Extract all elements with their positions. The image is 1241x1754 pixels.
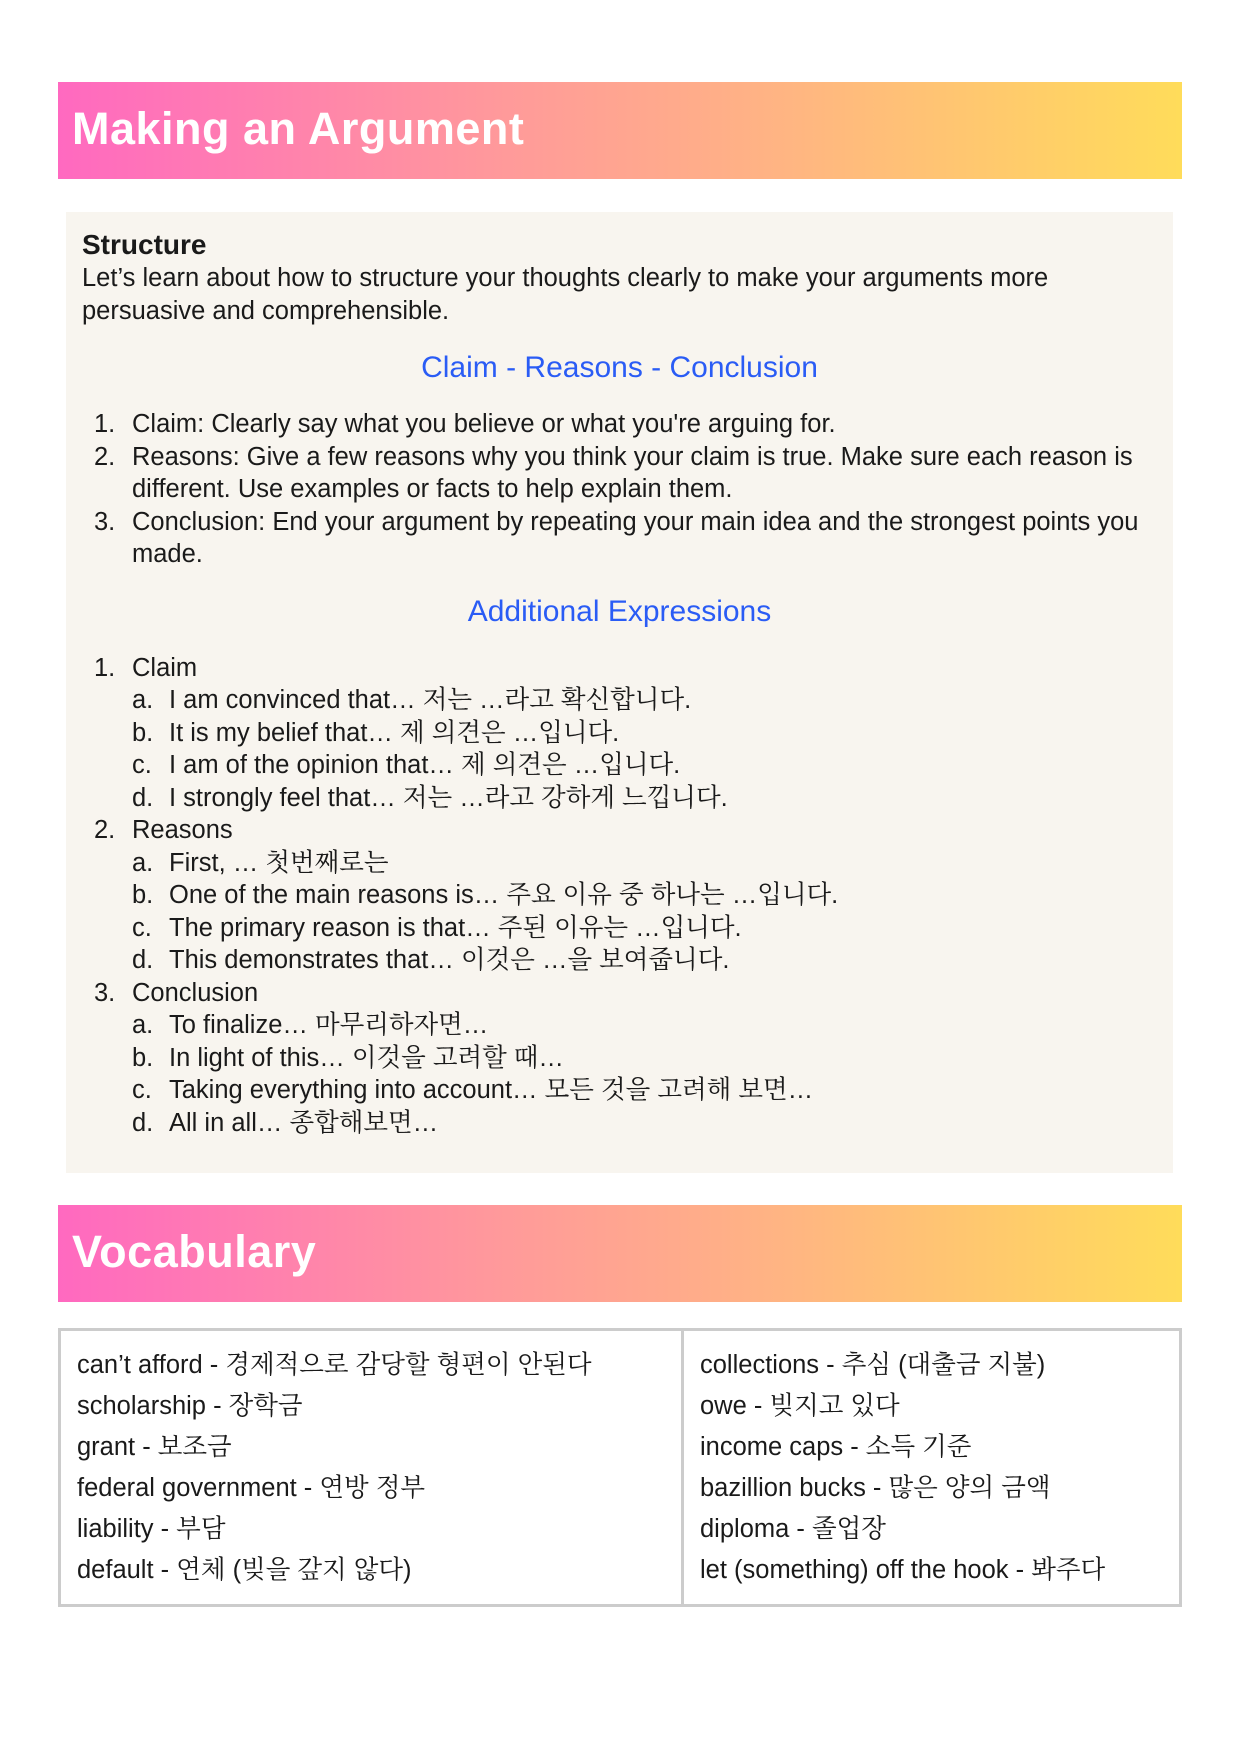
- expression-item: [132, 1074, 1157, 1107]
- section-banner-vocabulary: [58, 1205, 1182, 1302]
- list-item: [82, 814, 1157, 977]
- expression-text: This demonstrates that… 이것은 …을 보여줍니다.: [169, 946, 730, 974]
- list-letter: d.: [132, 783, 154, 812]
- structure-heading: Structure: [82, 229, 207, 260]
- expression-text: First, … 첫번째로는: [169, 848, 389, 877]
- expression-text: To finalize… 마무리하자면…: [169, 1011, 489, 1039]
- vocabulary-entry: income caps - 소득 기준: [700, 1433, 972, 1461]
- list-letter: b.: [132, 1043, 154, 1072]
- vocabulary-column-left: [61, 1331, 681, 1604]
- sub-list: [132, 1009, 1157, 1139]
- vocabulary-entry: collections - 추심 (대출금 지불): [700, 1351, 1046, 1379]
- expression-text: In light of this… 이것을 고려할 때…: [169, 1043, 564, 1072]
- steps-list: [82, 408, 1157, 571]
- structure-description: Let’s learn about how to structure your thoughts clearly to make your arguments more persuasive and comprehensible.: [82, 264, 1049, 325]
- list-number: 2.: [94, 816, 116, 844]
- expression-item: [132, 1042, 1157, 1075]
- group-label: Claim: [132, 653, 198, 682]
- expression-item: [132, 1107, 1157, 1140]
- vocabulary-entry: can’t afford - 경제적으로 감당할 형편이 안된다: [77, 1351, 592, 1379]
- list-letter: a.: [132, 686, 154, 714]
- vocabulary-entry: liability - 부담: [77, 1515, 226, 1543]
- list-letter: a.: [132, 1011, 154, 1039]
- expression-item: [132, 782, 1157, 815]
- expression-text: Taking everything into account… 모든 것을 고려해 보면…: [169, 1076, 814, 1104]
- list-letter: c.: [132, 1076, 152, 1104]
- section-title: Vocabulary: [72, 1225, 317, 1277]
- expression-text: All in all… 종합해보면…: [169, 1108, 439, 1137]
- expressions-list: [82, 652, 1157, 1140]
- expression-text: I strongly feel that… 저는 …라고 강하게 느낍니다.: [169, 783, 728, 812]
- list-letter: c.: [132, 751, 152, 779]
- vocabulary-entry: default - 연체 (빚을 갚지 않다): [77, 1556, 412, 1584]
- expression-text: I am of the opinion that… 제 의견은 …입니다.: [169, 751, 681, 779]
- vocabulary-entry: scholarship - 장학금: [77, 1392, 303, 1420]
- list-item: [82, 977, 1157, 1140]
- section-banner-argument: [58, 82, 1182, 179]
- expression-item: [132, 912, 1157, 945]
- expression-item: [132, 749, 1157, 782]
- vocabulary-column-right: [681, 1331, 1179, 1604]
- structure-panel: [66, 212, 1173, 1173]
- vocabulary-entry: let (something) off the hook - 봐주다: [700, 1556, 1106, 1584]
- list-letter: d.: [132, 1108, 154, 1137]
- vocabulary-entry: owe - 빚지고 있다: [700, 1392, 900, 1420]
- list-number: 1.: [94, 410, 116, 438]
- expression-text: One of the main reasons is… 주요 이유 중 하나는 …입니다.: [169, 881, 839, 909]
- expression-text: I am convinced that… 저는 …라고 확신합니다.: [169, 686, 692, 714]
- list-letter: a.: [132, 848, 154, 877]
- vocabulary-entry: bazillion bucks - 많은 양의 금액: [700, 1474, 1051, 1502]
- vocabulary-entry: grant - 보조금: [77, 1433, 232, 1461]
- structure-subheading: Claim - Reasons - Conclusion: [421, 351, 818, 384]
- group-label: Conclusion: [132, 978, 259, 1007]
- list-item: [82, 506, 1157, 571]
- vocabulary-table: [58, 1328, 1182, 1607]
- list-number: 2.: [94, 442, 116, 471]
- vocabulary-entry: federal government - 연방 정부: [77, 1474, 425, 1502]
- list-number: 3.: [94, 978, 116, 1007]
- list-text: Claim: Clearly say what you believe or what you're arguing for.: [132, 410, 836, 438]
- list-text: Conclusion: End your argument by repeating your main idea and the strongest points you made.: [132, 507, 1139, 568]
- list-letter: c.: [132, 913, 152, 942]
- sub-list: [132, 684, 1157, 814]
- list-number: 3.: [94, 507, 116, 536]
- group-label: Reasons: [132, 816, 233, 844]
- expression-text: It is my belief that… 제 의견은 …입니다.: [169, 718, 620, 747]
- vocabulary-entry: diploma - 졸업장: [700, 1515, 886, 1543]
- expression-text: The primary reason is that… 주된 이유는 …입니다.: [169, 913, 742, 942]
- expression-item: [132, 879, 1157, 912]
- list-text: Reasons: Give a few reasons why you think your claim is true. Make sure each reason is different. Use examples or facts to help explain them.: [132, 442, 1133, 503]
- list-letter: d.: [132, 946, 154, 974]
- expression-item: [132, 684, 1157, 717]
- expression-item: [132, 847, 1157, 880]
- list-letter: b.: [132, 881, 154, 909]
- expression-item: [132, 1009, 1157, 1042]
- sub-list: [132, 847, 1157, 977]
- expressions-subheading: Additional Expressions: [467, 594, 772, 628]
- expression-item: [132, 717, 1157, 750]
- list-number: 1.: [94, 653, 116, 682]
- list-letter: b.: [132, 718, 154, 747]
- list-item: [82, 408, 1157, 441]
- section-title: Making an Argument: [72, 102, 525, 154]
- expression-item: [132, 944, 1157, 977]
- list-item: [82, 652, 1157, 815]
- list-item: [82, 441, 1157, 506]
